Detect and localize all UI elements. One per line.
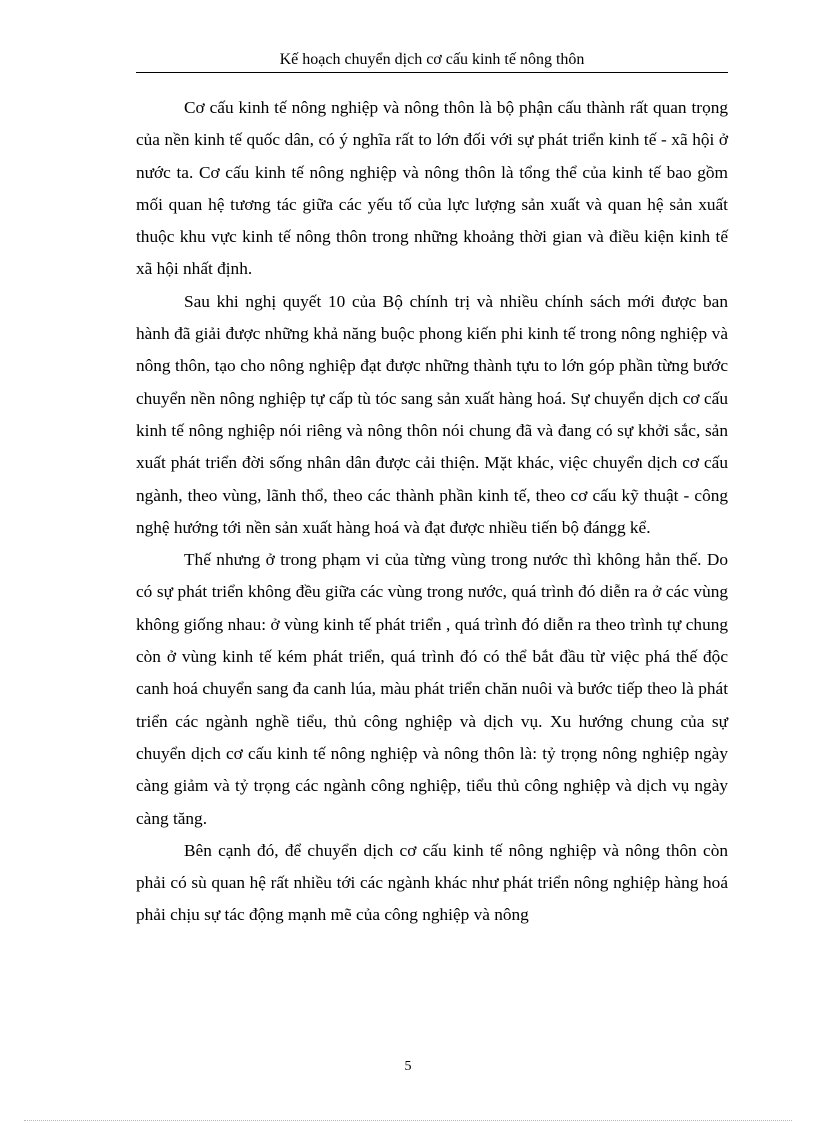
header-divider bbox=[136, 72, 728, 73]
page-bottom-divider bbox=[24, 1120, 792, 1121]
document-body bbox=[136, 92, 728, 932]
paragraph-2: Sau khi nghị quyết 10 của Bộ chính trị và nhiều chính sách mới được ban hành đã giải được những khả năng buộc phong kiến phi kinh tế trong nông nghiệp và nông thôn, tạo cho nông nghiệp đạt được những thành tựu to lớn góp phần từng bước chuyển nền nông nghiệp tự cấp tù tóc sang sản xuất hàng hoá. Sự chuyển dịch cơ cấu kinh tế nông nghiệp nói riêng và nông thôn nói chung đã và đang có sự khởi sắc, sản xuất phát triển đời sống nhân dân được cải thiện. Mặt khác, việc chuyển dịch cơ cấu ngành, theo vùng, lãnh thổ, theo các thành phần kinh tế, theo cơ cấu kỹ thuật - công nghệ hướng tới nền sản xuất hàng hoá và đạt được nhiều tiến bộ đángg kể. bbox=[136, 291, 728, 537]
page-header-title: Kế hoạch chuyển dịch cơ cấu kinh tế nông thôn bbox=[279, 51, 585, 68]
paragraph-3: Thế nhưng ở trong phạm vi của từng vùng trong nước thì không hẳn thế. Do có sự phát triển không đều giữa các vùng trong nước, quá trình đó diễn ra ở các vùng không giống nhau: ở vùng kinh tế phát triển , quá trình đó diễn ra theo trình tự chung còn ở vùng kinh tế kém phát triển, quá trình đó có thể bắt đầu từ việc phá thế độc canh hoá chuyển sang đa canh lúa, màu phát triển chăn nuôi và bước tiếp theo là phát triển các ngành nghề tiểu, thủ công nghiệp và dịch vụ. Xu hướng chung của sự chuyển dịch cơ cấu kinh tế nông nghiệp và nông thôn là: tỷ trọng nông nghiệp ngày càng giảm và tỷ trọng các ngành công nghiệp, tiểu thủ công nghiệp và dịch vụ ngày càng tăng. bbox=[136, 550, 728, 828]
paragraph-1: Cơ cấu kinh tế nông nghiệp và nông thôn là bộ phận cấu thành rất quan trọng của nền kinh tế quốc dân, có ý nghĩa rất to lớn đối với sự phát triển kinh tế - xã hội ở nước ta. Cơ cấu kinh tế nông nghiệp và nông thôn là tổng thể của kinh tế bao gồm mối quan hệ tương tác giữa các yếu tố của lực lượng sản xuất và quan hệ sản xuất thuộc khu vực kinh tế nông thôn trong những khoảng thời gian và điều kiện kinh tế xã hội nhất định. bbox=[136, 98, 728, 279]
paragraph-4: Bên cạnh đó, để chuyển dịch cơ cấu kinh tế nông nghiệp và nông thôn còn phải có sù quan hệ rất nhiều tới các ngành khác như phát triển nông nghiệp hàng hoá phải chịu sự tác động mạnh mẽ của công nghiệp và nông bbox=[136, 840, 728, 925]
page-number: 5 bbox=[404, 1059, 412, 1074]
